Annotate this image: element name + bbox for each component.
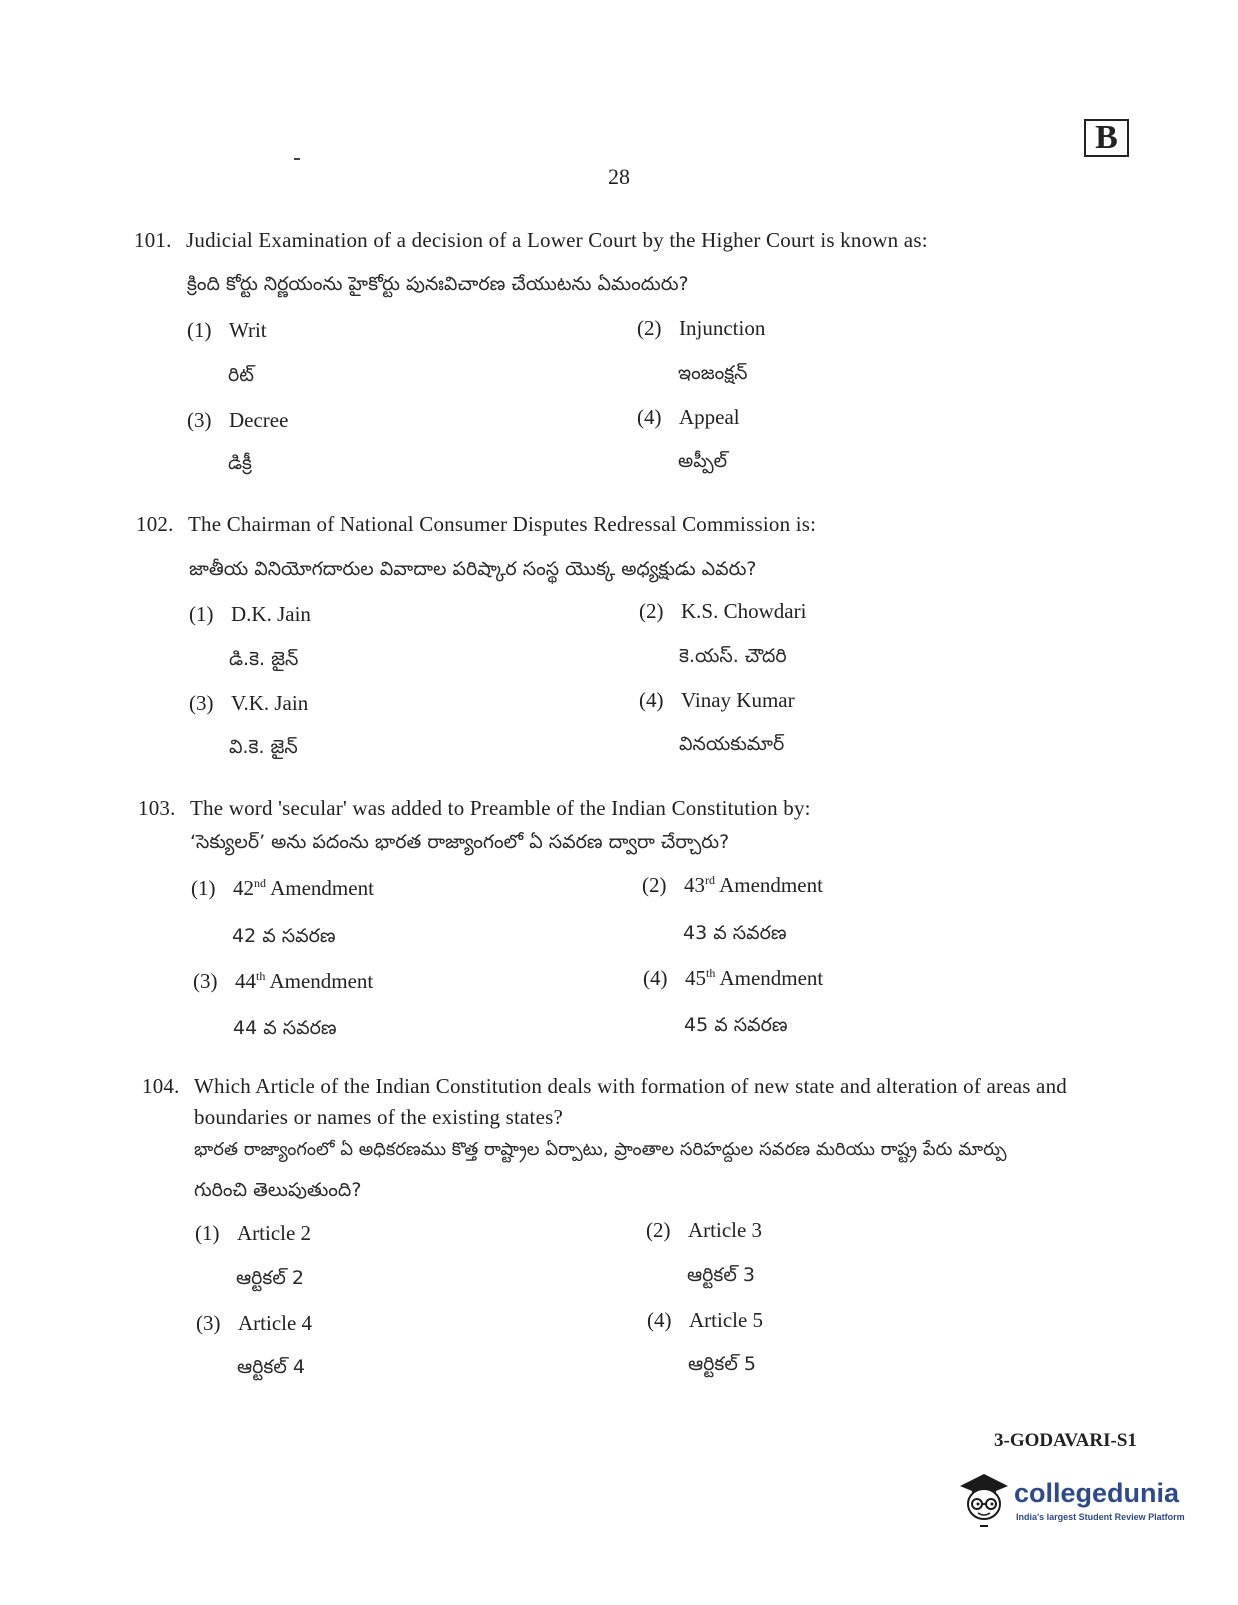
question-text-telugu: జాతీయ వినియోగదారుల వివాదాల పరిష్కార సంస్థ యొక్క అధ్యక్షుడు ఎవరు? — [189, 558, 757, 580]
option-label: Appeal — [679, 405, 740, 429]
option-1[interactable] — [191, 876, 374, 901]
question-number: 103. — [138, 796, 176, 820]
option-telugu: ఆర్టికల్ 5 — [688, 1353, 756, 1375]
ordinal-suffix: nd — [254, 876, 266, 890]
question-103 — [138, 796, 811, 821]
option-number: (2) — [646, 1218, 671, 1242]
option-label: D.K. Jain — [231, 602, 311, 626]
option-label: Article 2 — [237, 1221, 312, 1245]
option-label: Amendment — [269, 969, 374, 993]
ordinal-suffix: th — [256, 969, 266, 983]
option-label: Amendment — [719, 873, 823, 897]
option-2[interactable] — [646, 1218, 762, 1243]
brand-tagline: India's largest Student Review Platform — [1016, 1512, 1185, 1522]
option-number: (1) — [187, 318, 212, 342]
question-text-english-line2: boundaries or names of the existing states? — [194, 1105, 564, 1129]
question-text-english: Judicial Examination of a decision of a Lower Court by the Higher Court is known as: — [186, 228, 928, 252]
option-number: (1) — [189, 602, 214, 626]
option-3[interactable] — [193, 969, 373, 994]
option-4[interactable] — [637, 405, 740, 430]
option-number: (1) — [195, 1221, 220, 1245]
option-2[interactable] — [639, 599, 806, 624]
option-label: V.K. Jain — [231, 691, 309, 715]
option-number: (4) — [639, 688, 664, 712]
question-text-telugu: ‘సెక్యులర్’ అను పదంను భారత రాజ్యాంగంలో ఏ సవరణ ద్వారా చేర్చారు? — [190, 831, 730, 853]
option-label: Amendment — [270, 876, 374, 900]
option-number: (2) — [637, 316, 662, 340]
option-telugu: ఇంజంక్షన్ — [678, 362, 748, 384]
option-1[interactable] — [187, 318, 267, 343]
option-telugu: ఆర్టికల్ 4 — [237, 1356, 305, 1378]
option-2[interactable] — [637, 316, 765, 341]
option-telugu: 43 వ సవరణ — [683, 922, 787, 944]
option-1[interactable] — [195, 1221, 311, 1246]
option-telugu: కె.యస్. చౌదరి — [679, 645, 787, 667]
option-telugu: ఆర్టికల్ 2 — [236, 1267, 304, 1289]
option-telugu: వినయకుమార్ — [679, 733, 785, 755]
brand-logo-text: collegedunia — [1014, 1478, 1180, 1508]
question-text-english: The Chairman of National Consumer Disputes Redressal Commission is: — [188, 512, 817, 536]
option-4[interactable] — [647, 1308, 763, 1333]
amendment-number: 45 — [685, 966, 706, 990]
page-number: 28 — [608, 164, 630, 189]
option-label: K.S. Chowdari — [681, 599, 807, 623]
option-telugu: వి.కె. జైన్ — [229, 736, 298, 758]
question-102 — [136, 512, 816, 537]
option-label: Amendment — [719, 966, 824, 990]
option-telugu: 42 వ సవరణ — [232, 925, 336, 947]
series-code-box: B — [1084, 119, 1129, 157]
question-104 — [142, 1074, 1067, 1099]
option-number: (3) — [196, 1311, 221, 1335]
option-3[interactable] — [189, 691, 308, 716]
option-number: (4) — [643, 966, 668, 990]
option-label: Article 5 — [689, 1308, 764, 1332]
option-number: (1) — [191, 876, 216, 900]
option-label: Article 4 — [238, 1311, 313, 1335]
option-number: (2) — [639, 599, 664, 623]
option-label: Vinay Kumar — [681, 688, 795, 712]
ordinal-suffix: th — [706, 966, 716, 980]
option-telugu: రిట్ — [228, 364, 254, 386]
question-number: 102. — [136, 512, 174, 536]
option-telugu: డిక్రీ — [228, 452, 252, 474]
question-text-telugu-line1: భారత రాజ్యాంగంలో ఏ అధికరణము కొత్త రాష్ట్రాల ఏర్పాటు, ప్రాంతాల సరిహద్దుల సవరణ మరియు రాష్ట్ర పేరు మార్పు — [194, 1139, 1007, 1160]
question-text-english: The word 'secular' was added to Preamble of the Indian Constitution by: — [190, 796, 811, 820]
option-telugu: డి.కె. జైన్ — [229, 648, 299, 670]
option-number: (2) — [642, 873, 667, 897]
option-number: (4) — [647, 1308, 672, 1332]
option-telugu: 44 వ సవరణ — [233, 1017, 337, 1039]
option-label: Injunction — [679, 316, 766, 340]
scan-mark — [294, 158, 300, 160]
ordinal-suffix: rd — [705, 873, 715, 887]
option-number: (3) — [189, 691, 214, 715]
option-1[interactable] — [189, 602, 311, 627]
question-101 — [134, 228, 928, 253]
option-telugu: అప్పీల్ — [678, 450, 728, 472]
option-2[interactable] — [642, 873, 823, 898]
option-telugu: 45 వ సవరణ — [684, 1014, 788, 1036]
option-telugu: ఆర్టికల్ 3 — [687, 1264, 755, 1286]
option-number: (3) — [187, 408, 212, 432]
question-number: 104. — [142, 1074, 180, 1098]
amendment-number: 42 — [233, 876, 254, 900]
question-text-english-line1: Which Article of the Indian Constitution deals with formation of new state and alteration of areas and — [194, 1074, 1067, 1098]
option-label: Writ — [229, 318, 267, 342]
option-3[interactable] — [187, 408, 288, 433]
option-label: Article 3 — [688, 1218, 763, 1242]
amendment-number: 43 — [684, 873, 705, 897]
question-text-telugu-line2: గురించి తెలుపుతుంది? — [194, 1179, 362, 1201]
option-number: (3) — [193, 969, 218, 993]
booklet-code: 3-GODAVARI-S1 — [994, 1430, 1137, 1451]
question-number: 101. — [134, 228, 172, 252]
option-4[interactable] — [639, 688, 795, 713]
option-3[interactable] — [196, 1311, 312, 1336]
option-number: (4) — [637, 405, 662, 429]
option-label: Decree — [229, 408, 289, 432]
question-text-telugu: క్రింది కోర్టు నిర్ణయంను హైకోర్టు పునఃవిచారణ చేయుటను ఏమందురు? — [187, 273, 689, 295]
amendment-number: 44 — [235, 969, 256, 993]
option-4[interactable] — [643, 966, 823, 991]
